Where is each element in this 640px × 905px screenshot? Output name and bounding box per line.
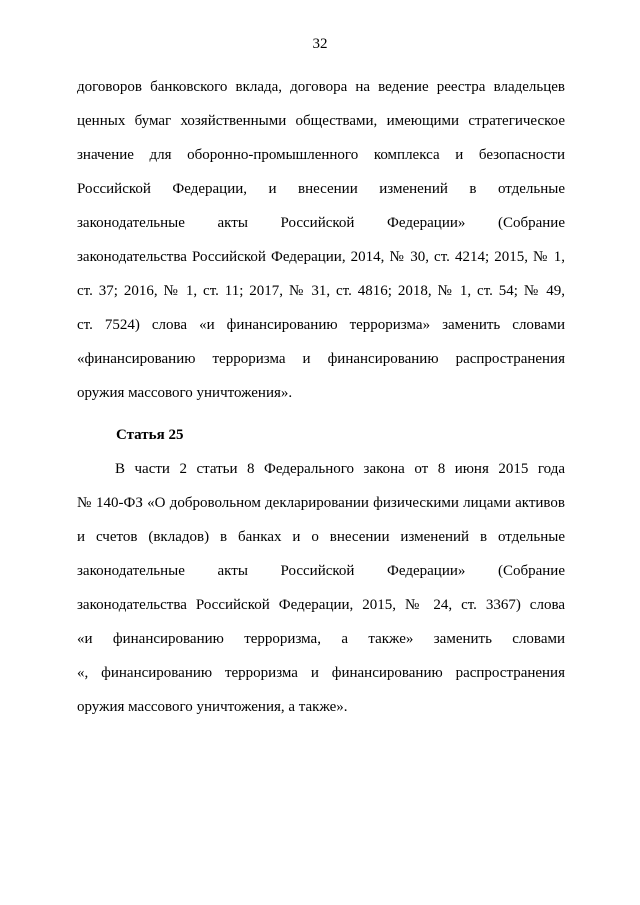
paragraph-line: законодательные акты Российской Федерации» (Собрание (77, 563, 565, 579)
article-heading: Статья 25 (116, 427, 184, 443)
paragraph-line: ценных бумаг хозяйственными обществами, имеющими стратегическое (77, 113, 565, 129)
paragraph-line: «финансированию терроризма и финансированию распространения (77, 351, 565, 367)
paragraph-2 (77, 452, 565, 724)
paragraph-line: законодательства Российской Федерации, 2015, № 24, ст. 3367) слова (77, 597, 565, 613)
paragraph-line: № 140-ФЗ «О добровольном декларировании физическими лицами активов (77, 495, 565, 511)
page-number: 32 (312, 36, 328, 52)
paragraph-line: законодательства Российской Федерации, 2014, № 30, ст. 4214; 2015, № 1, (77, 249, 565, 265)
paragraph-line: оружия массового уничтожения». (77, 385, 293, 401)
paragraph-line: значение для оборонно-промышленного комплекса и безопасности (77, 147, 565, 163)
paragraph-line: ст. 37; 2016, № 1, ст. 11; 2017, № 31, ст. 4816; 2018, № 1, ст. 54; № 49, (77, 283, 565, 299)
paragraph-line: Российской Федерации, и внесении изменений в отдельные (77, 181, 565, 197)
paragraph-line: В части 2 статьи 8 Федерального закона от 8 июня 2015 года (115, 461, 565, 477)
paragraph-line: оружия массового уничтожения, а также». (77, 699, 348, 715)
paragraph-line: ст. 7524) слова «и финансированию терроризма» заменить словами (77, 317, 565, 333)
paragraph-line: договоров банковского вклада, договора на ведение реестра владельцев (77, 79, 565, 95)
paragraph-line: законодательные акты Российской Федерации» (Собрание (77, 215, 565, 231)
paragraph-line: и счетов (вкладов) в банках и о внесении изменений в отдельные (77, 529, 565, 545)
paragraph-1 (77, 70, 565, 410)
paragraph-line: «и финансированию терроризма, а также» заменить словами (77, 631, 565, 647)
paragraph-line: «, финансированию терроризма и финансированию распространения (77, 665, 565, 681)
